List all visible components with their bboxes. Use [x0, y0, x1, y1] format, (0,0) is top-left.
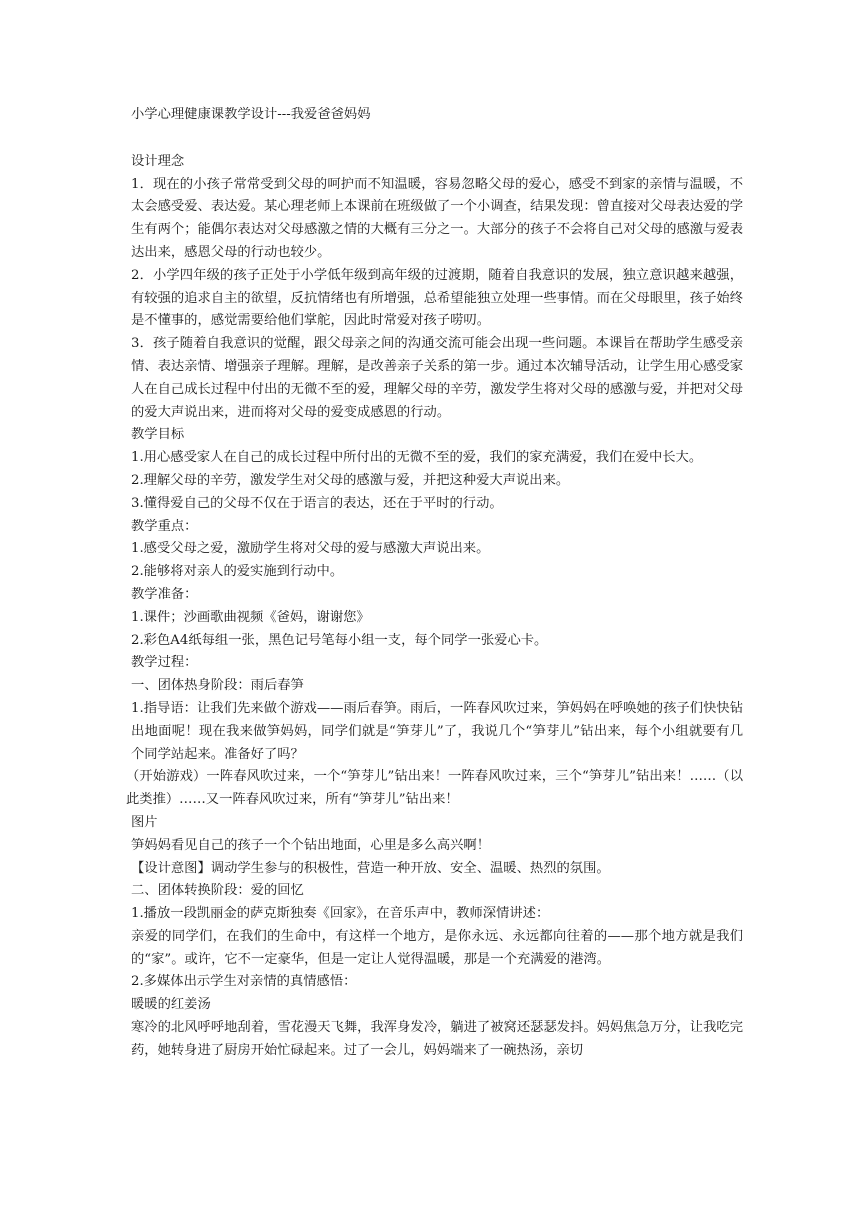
concept-paragraph-3: 3．孩子随着自我意识的觉醒，跟父母亲之间的沟通交流可能会出现一些问题。本课旨在帮助学生感受亲情、表达亲情、增强亲子理解。理解，是改善亲子关系的第一步。通过本次辅导活动，让学生用心感受家人在自己成长过程中付出的无微不至的爱，理解父母的辛劳，激发学生将对父母的感激与爱，并把对父母的爱大声说出来，进而将对父母的爱变成感恩的行动。 [131, 336, 743, 420]
section-heading-teaching-goals: 教学目标 [131, 427, 185, 443]
blank-line [131, 127, 743, 151]
concept-paragraph-2: 2．小学四年级的孩子正处于小学低年级到高年级的过渡期，随着自我意识的发展，独立意识越来越强，有较强的追求自主的欲望，反抗情绪也有所增强，总希望能独立处理一些事情。而在父母眼里，孩子始终是不懂事的，感觉需要给他们掌舵，因此时常爱对孩子唠叨。 [131, 267, 743, 329]
section-heading-key-points: 教学重点： [131, 518, 198, 534]
document-body [126, 104, 743, 1063]
concept-paragraph-1: 1．现在的小孩子常常受到父母的呵护而不知温暖，容易忽略父母的爱心，感受不到家的亲情与温暖，不太会感受爱、表达爱。某心理老师上本课前在班级做了一个小调查，结果发现：曾直接对父母表达爱的学生有两个；能偶尔表达对父母感激之情的大概有三分之一。大部分的孩子不会将自己对父母的感激与爱表达出来，感恩父母的行动也较少。 [131, 176, 743, 260]
essay-title: 暖暖的红姜汤 [131, 997, 211, 1013]
stage2-paragraph-1: 1.播放一段凯丽金的萨克斯独奏《回家》，在音乐声中，教师深情讲述： [131, 906, 550, 922]
stage1-paragraph-2: （开始游戏）一阵春风吹过来，一个“笋芽儿”钻出来！一阵春风吹过来，三个“笋芽儿”钻出来！……（以此类推）……又一阵春风吹过来，所有“笋芽儿”钻出来！ [126, 769, 743, 808]
stage1-paragraph-1: 1.指导语：让我们先来做个游戏——雨后春笋。雨后，一阵春风吹过来，笋妈妈在呼唤她的孩子们快快钻出地面呢！现在我来做笋妈妈，同学们就是“笋芽儿”了，我说几个“笋芽儿”钻出来，每个小组就要有几个同学站起来。准备好了吗？ [131, 700, 743, 762]
goal-item-1: 1.用心感受家人在自己的成长过程中所付出的无微不至的爱，我们的家充满爱，我们在爱中长大。 [131, 450, 703, 466]
preparation-item-1: 1.课件；沙画歌曲视频《爸妈，谢谢您》 [131, 609, 370, 625]
stage-heading-2: 二、团体转换阶段：爱的回忆 [131, 883, 304, 899]
goal-item-3: 3.懂得爱自己的父母不仅在于语言的表达，还在于平时的行动。 [131, 495, 503, 511]
image-placeholder-label: 图片 [131, 814, 158, 830]
stage2-paragraph-2: 亲爱的同学们，在我们的生命中，有这样一个地方，是你永远、永远都向往着的——那个地方就是我们的“家”。或许，它不一定豪华，但是一定让人觉得温暖，那是一个充满爱的港湾。 [131, 928, 743, 967]
section-heading-design-concept: 设计理念 [131, 153, 185, 169]
stage2-paragraph-3: 2.多媒体出示学生对亲情的真情感悟： [131, 974, 357, 990]
essay-paragraph: 寒冷的北风呼呼地刮着，雪花漫天飞舞，我浑身发冷，躺进了被窝还瑟瑟发抖。妈妈焦急万分，让我吃完药，她转身进了厨房开始忙碌起来。过了一会儿，妈妈端来了一碗热汤，亲切 [131, 1020, 743, 1058]
document-title: 小学心理健康课教学设计---我爱爸爸妈妈 [131, 107, 371, 122]
section-heading-preparation: 教学准备： [131, 586, 198, 602]
section-heading-process: 教学过程： [131, 655, 198, 671]
stage1-paragraph-3: 笋妈妈看见自己的孩子一个个钻出地面，心里是多么高兴啊！ [131, 837, 491, 853]
key-point-2: 2.能够将对亲人的爱实施到行动中。 [131, 564, 344, 580]
preparation-item-2: 2.彩色A4纸每组一张，黑色记号笔每小组一支，每个同学一张爱心卡。 [131, 632, 548, 648]
goal-item-2: 2.理解父母的辛劳，激发学生对父母的感激与爱，并把这种爱大声说出来。 [131, 472, 570, 488]
key-point-1: 1.感受父母之爱，激励学生将对父母的爱与感激大声说出来。 [131, 541, 490, 557]
stage-heading-1: 一、团体热身阶段：雨后春笋 [131, 678, 304, 694]
design-intent-note: 【设计意图】调动学生参与的积极性，营造一种开放、安全、温暖、热烈的氛围。 [131, 860, 610, 876]
